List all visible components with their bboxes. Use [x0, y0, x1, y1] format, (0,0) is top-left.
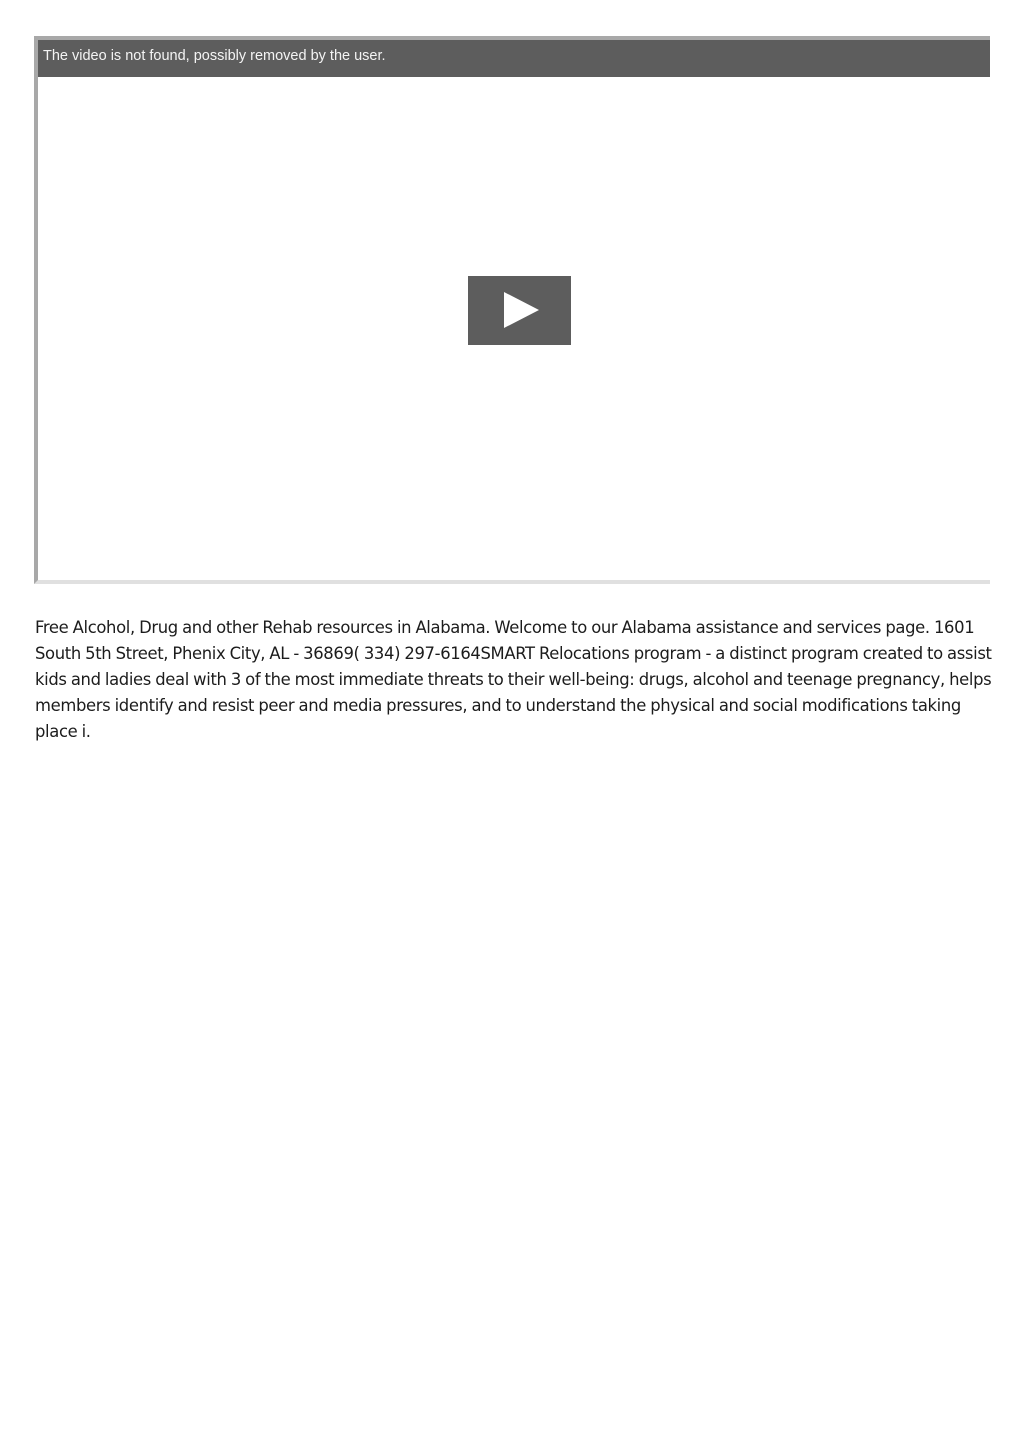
video-player[interactable] [34, 36, 990, 584]
play-button[interactable] [468, 276, 571, 345]
video-error-message: The video is not found, possibly removed by the user. [43, 48, 386, 64]
play-icon [468, 276, 571, 345]
article-body: Free Alcohol, Drug and other Rehab resources in Alabama. Welcome to our Alabama assistance and services page. 1601 South 5th Street, Phenix City, AL - 36869( 334) 297-6164SMART Relocations program - a distinct program created to assist kids and ladies deal with 3 of the most immediate threats to their well-being: drugs, alcohol and teenage pregnancy, helps members identify and resist peer and media pressures, and to understand the physical and social modifications taking place i. [35, 618, 992, 741]
video-error-bar [38, 40, 990, 77]
